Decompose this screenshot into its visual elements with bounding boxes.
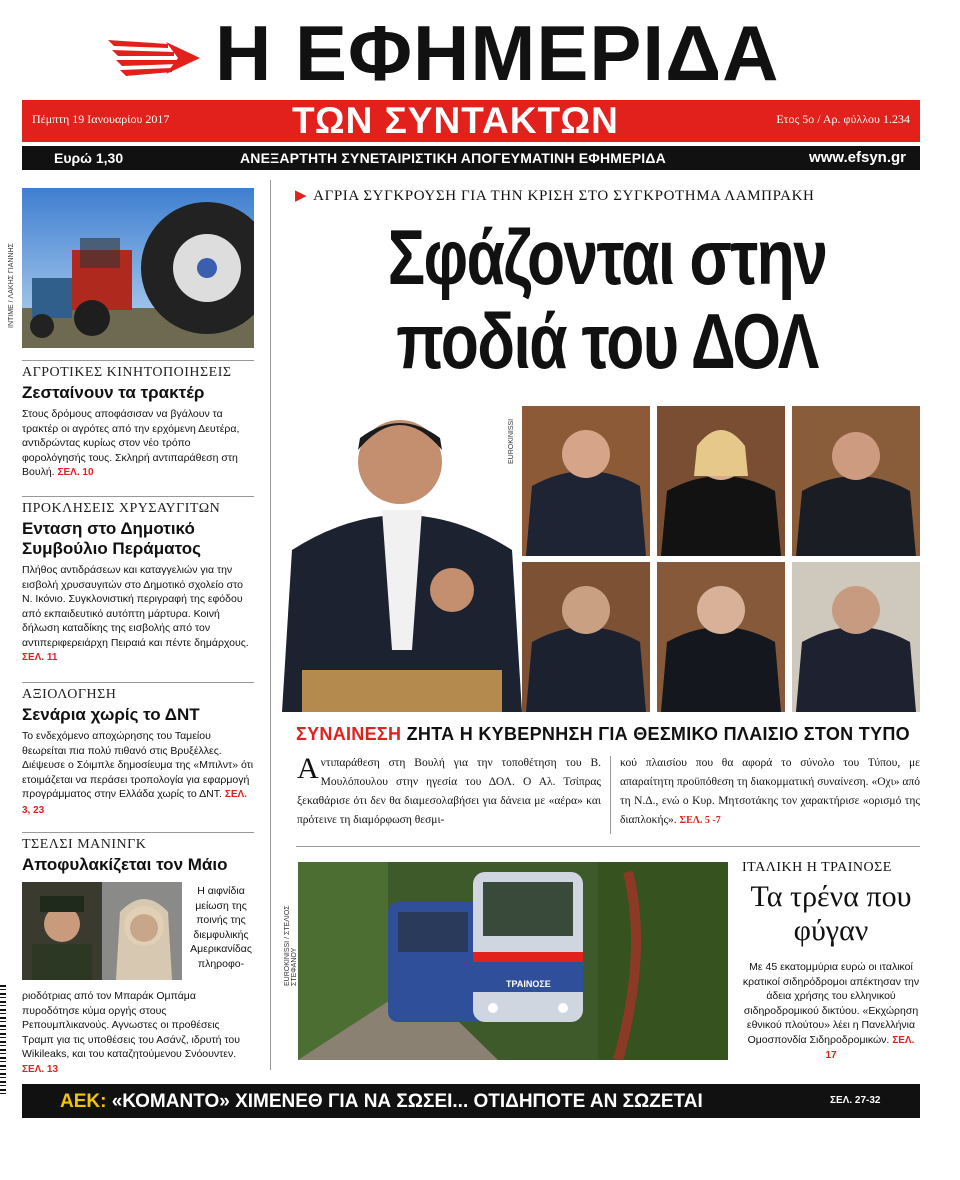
bottom-headline-yellow: ΑΕΚ: <box>60 1091 107 1112</box>
headline-imf: Σενάρια χωρίς το ΔΝΤ <box>22 705 200 724</box>
kicker-imf: ΑΞΙΟΛΟΓΗΣΗ <box>22 682 254 703</box>
bottom-headline <box>60 1091 703 1113</box>
body-train-text: Με 45 εκατομμύρια ευρώ οι ιταλικοί κρατικοί σιδηρόδρομοι απέκτησαν την άδεια χρήσης του ελληνικού σιδηροδρομικού δικτύου. «Εκχώρηση εθνικού πλούτου» λέει η Πανελλήνια Ομοσπονδία Σιδηροδρομικών. <box>742 961 920 1046</box>
subheadline <box>296 724 910 745</box>
masthead-red-bar <box>22 100 920 142</box>
tagline: ΑΝΕΞΑΡΤΗΤΗ ΣΥΝΕΤΑΙΡΙΣΤΙΚΗ ΑΠΟΓΕΥΜΑΤΙΝΗ ΕΦΗΜΕΡΙΔΑ <box>240 150 666 166</box>
masthead-title: Η ΕΦΗΜΕΡΙΔΑ <box>215 9 780 97</box>
body-manning-side: Η αιφνίδια μείωση της ποινής της διεμφυλικής Αμερικανίδας πληροφο- <box>190 885 252 970</box>
body-manning <box>22 989 254 1077</box>
headline-train[interactable]: Τα τρένα που φύγαν <box>750 880 912 947</box>
main-photo-tsipras <box>282 400 522 712</box>
subheadline-red: ΣΥΝΑΙΝΕΣΗ <box>296 724 402 744</box>
kicker-train: ΙΤΑΛΙΚΗ Η ΤΡΑΙΝΟΣΕ <box>742 860 892 875</box>
body-manning-text: ριοδότριας από τον Μπαράκ Ομπάμα πυροδότησε κύμα οργής στους Ρεπουμπλικανούς. Αγνωστες οι προθέσεις Τραμπ για τις υποθέσεις του Ασάνζ, ιδρυτή του Wikileaks, και του καταζητούμενου Σνόουντεν. <box>22 990 240 1060</box>
body-imf <box>22 729 254 818</box>
politicians-photo-grid <box>522 406 920 712</box>
page-ref-sports[interactable]: ΣΕΛ. 27-32 <box>830 1095 881 1106</box>
masthead-black-bar <box>22 146 920 170</box>
bottom-sports-bar[interactable] <box>22 1084 920 1118</box>
train-photo-credit: EUROKINISSI / ΣΤΕΛΙΟΣ ΣΤΕΦΑΝΟΥ <box>284 905 298 986</box>
tractor-photo-credit: INTIME / ΛΑΚΗΣ ΓΙΑΝΝΗΣ <box>8 243 15 328</box>
lead-divider <box>610 756 611 834</box>
section-divider <box>296 846 920 847</box>
headline-perama: Ενταση στο Δημοτικό Συμβούλιο Περάματος <box>22 519 201 558</box>
page-ref-manning[interactable]: ΣΕΛ. 13 <box>22 1063 59 1075</box>
issue-date: Πέμπτη 19 Ιανουαρίου 2017 <box>32 112 170 126</box>
website-link[interactable]: www.efsyn.gr <box>809 149 906 166</box>
page-ref-perama[interactable]: ΣΕΛ. 11 <box>22 652 58 663</box>
main-headline-line2: ποδιά του ΔΟΛ <box>396 297 818 385</box>
lead-col-1-text: ντιπαράθεση στη Βουλή για την τοποθέτηση του Β. Μουλόπουλου στην ηγεσία του ΔΟΛ. Ο Αλ. Τσίπρας ξεκαθάρισε ότι δεν θα διαμεσολαβήσει για δάνεια με «αέρα» και πρότεινε τη διαμόρφωση θεσμι- <box>297 757 601 826</box>
story-imf[interactable] <box>22 682 254 818</box>
body-train <box>742 960 920 1064</box>
lead-col-2-text: κού πλαισίου που θα αφορά το σύνολο του Τύπου, με απαραίτητη προϋπόθεση τη διακομματική συναίνεση. «Οχι» από τη Ν.Δ., ενώ ο Κυρ. Μητσοτάκης τον χαρακτήρισε «ορισμό της διαπλοκής». <box>620 757 920 826</box>
body-perama-text: Πλήθος αντιδράσεων και καταγγελιών για την εισβολή χρυσαυγιτών στο Δημοτικό σχολείο στο Ν. Ικόνιο. Συγκλονιστική περιγραφή της εφόδου από εκπαιδευτικό αυτόπτη μάρτυρα. Κοινή δήλωση καταδίκης της εισβολής από τον αντιπεριφερειάρχη Πειραιά και πέντε δημάρχους. <box>22 564 249 649</box>
lead-col-2 <box>620 754 920 830</box>
page-ref-main[interactable]: ΣΕΛ. 5 -7 <box>679 815 721 826</box>
tractor-photo <box>22 188 254 348</box>
train-photo <box>298 862 728 1060</box>
barcode-icon <box>0 985 6 1095</box>
masthead-logo-icon <box>108 36 204 80</box>
page-ref-train[interactable]: ΣΕΛ. 17 <box>825 1034 915 1061</box>
main-headline[interactable] <box>357 215 858 383</box>
story-manning[interactable] <box>22 832 254 875</box>
drop-cap: Α <box>297 752 319 785</box>
column-divider <box>270 180 271 1070</box>
headline-tractors: Ζεσταίνουν τα τρακτέρ <box>22 383 205 402</box>
issue-number: Ετος 5ο / Αρ. φύλλου 1.234 <box>776 112 910 126</box>
page-ref-imf[interactable]: ΣΕΛ. 3, 23 <box>22 789 247 816</box>
headline-manning: Αποφυλακίζεται τον Μάιο <box>22 855 228 874</box>
manning-photo <box>22 882 182 980</box>
main-headline-line1: Σφάζονται στην <box>387 213 827 301</box>
bottom-headline-text: «ΚΟΜΑΝΤΟ» ΧΙΜΕΝΕΘ ΓΙΑ ΝΑ ΣΩΣΕΙ... ΟΤΙΔΗΠΟΤΕ ΑΝ ΣΩΖΕΤΑΙ <box>111 1091 703 1112</box>
train-label: ΤΡΑΙΝΟΣΕ <box>506 979 551 989</box>
lead-col-1 <box>297 754 601 830</box>
main-kicker <box>295 186 814 205</box>
subheadline-rest: ΖΗΤΑ Η ΚΥΒΕΡΝΗΣΗ ΓΙΑ ΘΕΣΜΙΚΟ ΠΛΑΙΣΙΟ ΣΤΟΝ ΤΥΠΟ <box>406 724 910 744</box>
masthead-subtitle: ΤΩΝ ΣΥΝΤΑΚΤΩΝ <box>292 100 619 141</box>
body-tractors-text: Στους δρόμους αποφάσισαν να βγάλουν τα τρακτέρ οι αγρότες από την ερχόμενη Δευτέρα, αντιδρώντας κυρίως στον νέο τρόπο φορολόγησής τους. Σκληρή αντιπαράθεση στη Βουλή. <box>22 408 240 478</box>
kicker-manning: ΤΣΕΛΣΙ ΜΑΝΙΝΓΚ <box>22 832 254 853</box>
body-imf-text: Το ενδεχόμενο αποχώρησης του Ταμείου θεωρείται πια πολύ πιθανό στις Βρυξέλλες. Διέψευσε ο Σόιμπλε δημοσίευμα της «Μπιλντ» ότι ετοιμάζεται να περάσει τροπολογία για εφαρμογή προγράμματος στην Ελλάδα χωρίς το ΔΝΤ. <box>22 730 254 800</box>
main-photo-credit: EUROKINISSI <box>508 418 515 464</box>
kicker-perama: ΠΡΟΚΛΗΣΕΙΣ ΧΡΥΣΑΥΓΙΤΩΝ <box>22 496 254 517</box>
arrow-right-icon: ▶ <box>295 188 308 204</box>
price: Ευρώ 1,30 <box>54 150 124 166</box>
body-tractors <box>22 407 254 481</box>
story-perama[interactable] <box>22 496 254 666</box>
body-perama <box>22 563 254 666</box>
main-kicker-text: ΑΓΡΙΑ ΣΥΓΚΡΟΥΣΗ ΓΙΑ ΤΗΝ ΚΡΙΣΗ ΣΤΟ ΣΥΓΚΡΟΤΗΜΑ ΛΑΜΠΡΑΚΗ <box>313 188 815 204</box>
kicker-tractors: ΑΓΡΟΤΙΚΕΣ ΚΙΝΗΤΟΠΟΙΗΣΕΙΣ <box>22 360 254 381</box>
page-ref-tractors[interactable]: ΣΕΛ. 10 <box>57 467 94 478</box>
story-tractors[interactable] <box>22 360 254 481</box>
